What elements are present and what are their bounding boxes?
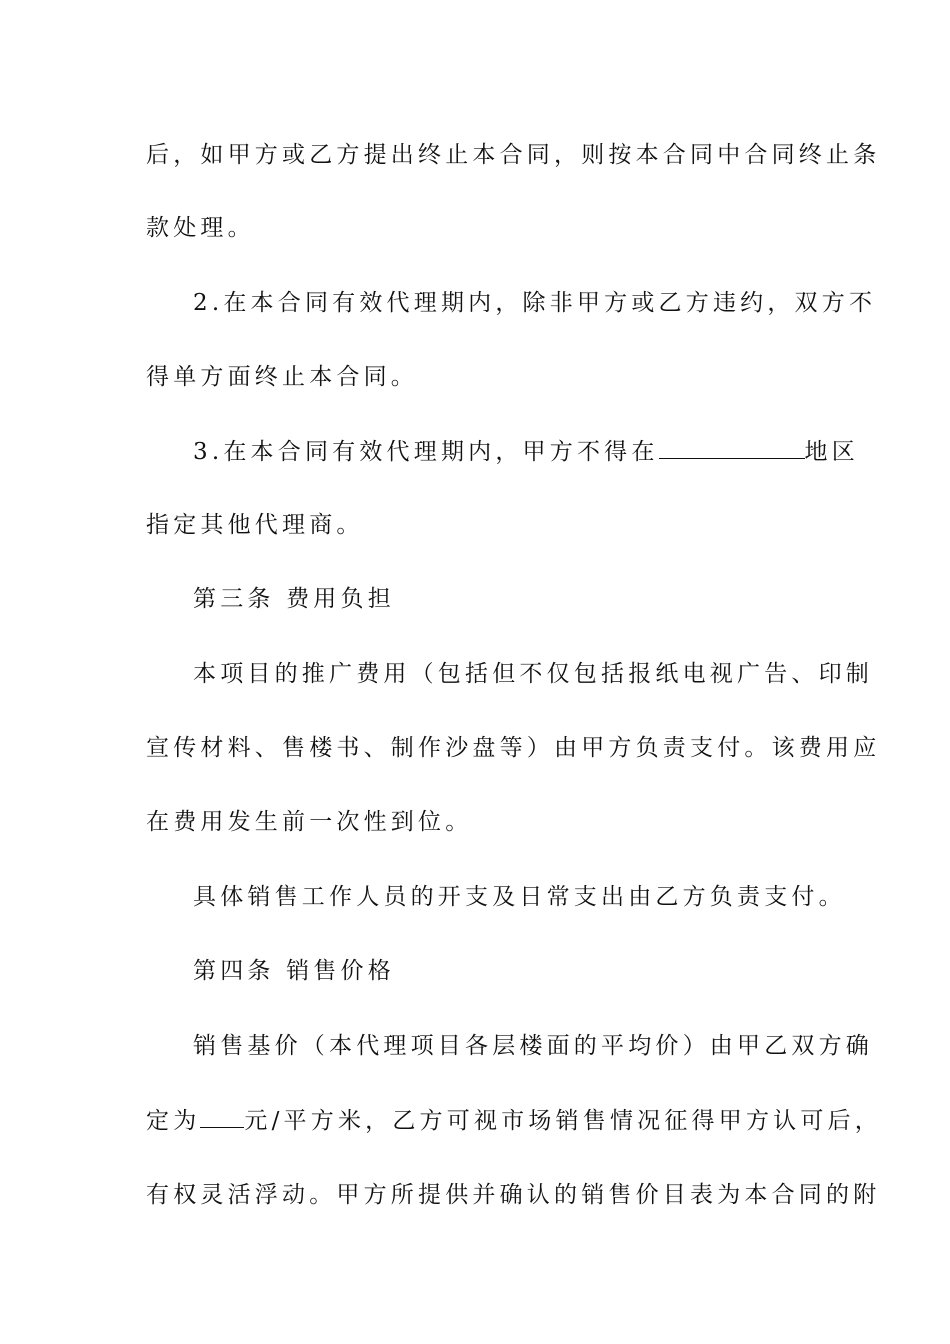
section-heading: 第三条 费用负担 <box>193 586 395 612</box>
region-blank <box>659 436 805 459</box>
paragraph-line: 有权灵活浮动。甲方所提供并确认的销售价目表为本合同的附 <box>146 1182 881 1208</box>
price-suffix: 元/平方米，乙方可视市场销售情况征得甲方认可后， <box>244 1108 882 1134</box>
paragraph-line: 在费用发生前一次性到位。 <box>146 809 473 835</box>
paragraph-line: 指定其他代理商。 <box>146 512 364 538</box>
section-heading: 第四条 销售价格 <box>193 958 395 984</box>
paragraph-line: 得单方面终止本合同。 <box>146 364 418 390</box>
price-blank <box>200 1105 244 1128</box>
paragraph-line: 具体销售工作人员的开支及日常支出由乙方负责支付。 <box>193 884 846 910</box>
paragraph-line: 销售基价（本代理项目各层楼面的平均价）由甲乙双方确 <box>193 1033 873 1059</box>
paragraph-line: 宣传材料、售楼书、制作沙盘等）由甲方负责支付。该费用应 <box>146 735 881 761</box>
region-suffix: 地区 <box>804 439 859 465</box>
clause-3-text: 3.在本合同有效代理期内，甲方不得在 <box>193 439 659 465</box>
paragraph-line: 2.在本合同有效代理期内，除非甲方或乙方违约，双方不 <box>193 290 877 316</box>
paragraph-line: 本项目的推广费用（包括但不仅包括报纸电视广告、印制 <box>193 661 873 687</box>
price-line <box>146 1105 882 1136</box>
price-prefix: 定为 <box>146 1108 201 1134</box>
paragraph-line: 款处理。 <box>146 215 255 241</box>
paragraph-line: 后，如甲方或乙方提出终止本合同，则按本合同中合同终止条 <box>146 142 881 168</box>
clause-3-region-line <box>193 436 859 467</box>
